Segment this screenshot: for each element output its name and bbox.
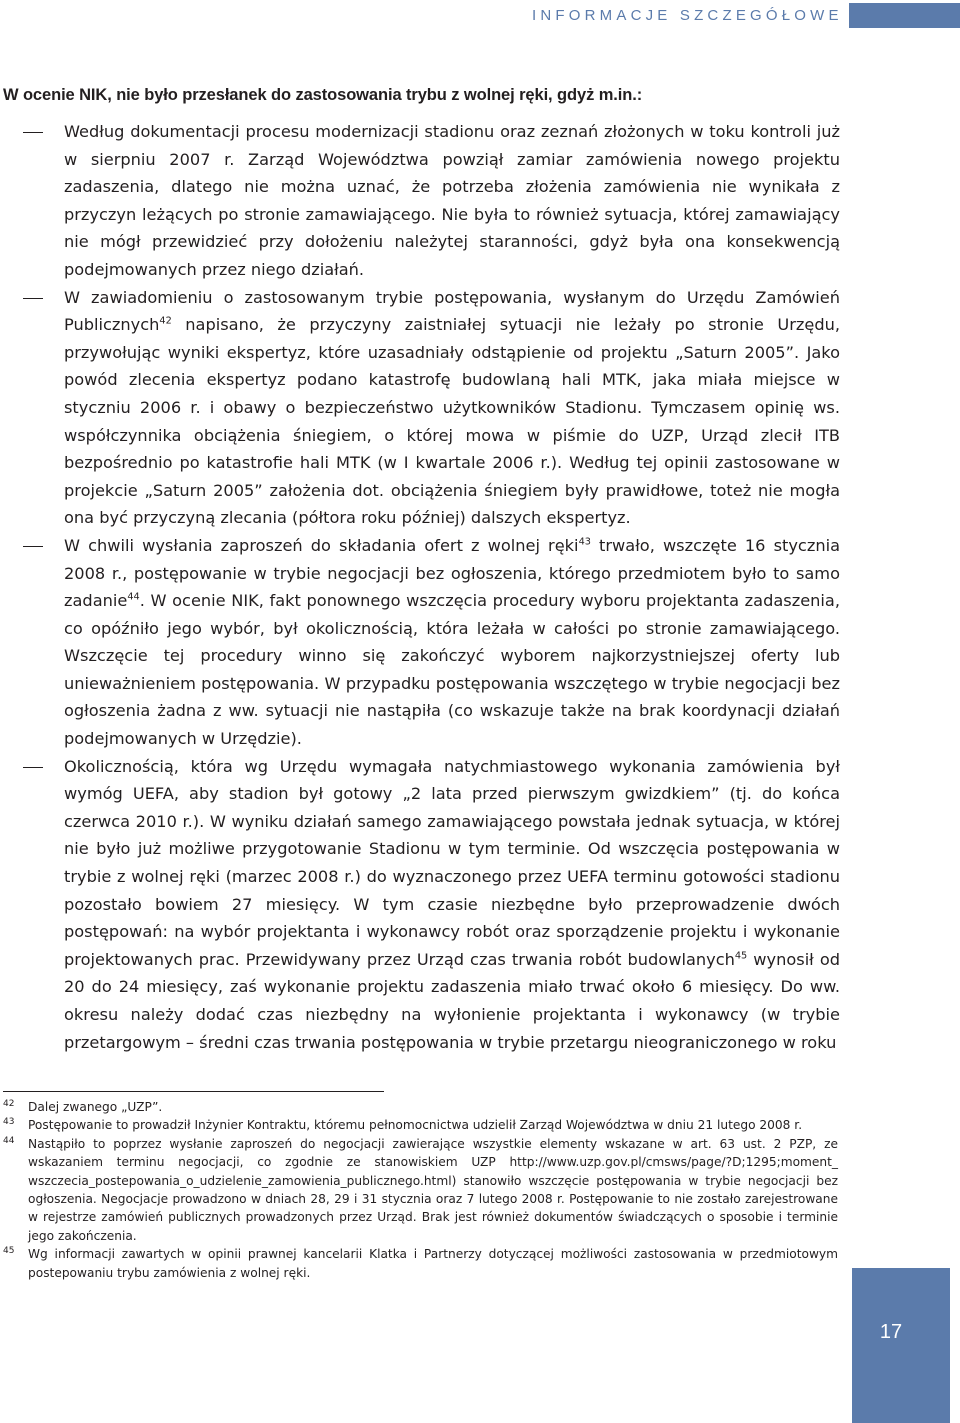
finding-item [0,284,840,532]
findings-list [0,118,840,1056]
finding-text: wynosił od 20 do 24 miesięcy, zaś wykonanie projektu zadaszenia miało trwać około 6 miesięcy. Do ww. okresu należy dodać czas niezbędny na wyłonienie projektanta i wykonawcy (w trybie przetargowym – średni czas trwania postępowania w trybie przetargu nieograniczonego w roku [64,949,841,1052]
footnote-reference: 43 [578,536,591,548]
finding-item [0,118,840,284]
finding-text: Według dokumentacji procesu modernizacji stadionu oraz zeznań złożonych w toku kontroli już w sierpniu 2007 r. Zarząd Województwa powziął zamiar zamówienia nowego projektu zadaszenia, dlatego nie można uznać, że potrzeba złożenia zamówienia nie wynikała z przyczyn leżących po stronie zamawiającego. Nie była to również sytuacja, której zamawiający nie mógł przewidzieć przy dołożeniu należytej staranności, gdyż była ona konsekwencją podejmowanych przez niego działań. [64,122,840,279]
footnote-number: 43 [3,1117,15,1128]
section-header-label: INFORMACJE SZCZEGÓŁOWE [532,7,843,24]
footnote-number: 42 [3,1099,15,1109]
footnote [0,1098,838,1116]
header-color-block [849,3,960,28]
footnote [0,1135,838,1245]
footnote-text: Nastąpiło to poprzez wysłanie zaproszeń do negocjacji zawierające wszystkie elementy wskazane w art. 63 ust. 2 PZP, ze wskazaniem terminu negocjacji, co zgodnie ze stanowiskiem UZP http://www.uzp.gov.pl/cmsws/page/?D;1295;moment_ wszczecia_postepowania_o_udzielenie_zamowienia_publicznego.html) stanowiło wszczęcie postępowania w trybie negocjacji bez ogłoszenia. Negocjacje prowadzono w dniach 28, 29 i 31 stycznia oraz 7 lutego 2008 r. Postępowanie to nie zostało zarejestrowane w rejestrze zamówień publicznych prowadzonych przez Urząd. Brak jest również dokumentów świadczących o sposobie i terminie jego zakończenia. [28,1136,838,1243]
finding-text: . W ocenie NIK, fakt ponownego wszczęcia procedury wyboru projektanta zadaszenia, co opóźniło jego wybór, był okolicznością, która leżała w całości po stronie zamawiającego. Wszczęcie tej procedury winno się zakończyć wyborem najkorzystniejszej oferty lub unieważnieniem postępowania. W przypadku postępowania wszczętego w trybie negocjacji bez ogłoszenia żadna z ww. sytuacji nie nastąpiła (co wskazuje także na brak koordynacji działań podejmowanych w Urzędzie). [64,591,840,749]
page-number-block [852,1268,950,1423]
finding-item [0,753,840,1057]
footnote-text: Wg informacji zawartych w opinii prawnej kancelarii Klatka i Partnerzy dotyczącej możliwości zastosowania w przedmiotowym postepowaniu trybu zamówienia z wolnej ręki. [28,1247,838,1280]
finding-text: trwało, wszczęte 16 stycznia 2008 r., postępowanie w trybie negocjacji bez ogłoszenia, którego przedmiotem było to samo zadanie [64,535,841,611]
finding-text: W zawiadomieniu o zastosowanym trybie postępowania, wysłanym do Urzędu Zamówień Publicznych [64,287,840,335]
footnote-number: 45 [3,1246,15,1257]
finding-text: W chwili wysłania zaproszeń do składania ofert z wolnej ręki [64,535,579,555]
lead-paragraph: W ocenie NIK, nie było przesłanek do zastosowania trybu z wolnej ręki, gdyż m.in.: [3,86,643,104]
footnote-reference: 45 [734,950,748,962]
finding-item [0,532,840,753]
footnote-text: Dalej zwanego „UZP”. [28,1100,163,1114]
finding-text: Okolicznością, która wg Urzędu wymagała natychmiastowego wykonania zamówienia był wymóg UEFA, aby stadion był gotowy „2 lata przed pierwszym gwizdkiem” (tj. do końca czerwca 2010 r.). W wyniku działań samego zamawiającego powstała jednak sytuacja, w której nie było już możliwe przygotowanie Stadionu w tym terminie. Od wszczęcia postępowania w trybie z wolnej ręki (marzec 2008 r.) do wyznaczonego przez UEFA terminu gotowości stadionu pozostało bowiem 27 miesięcy. W tym czasie niezbędne było przeprowadzenie dwóch postępowań: na wybór projektanta i wykonawcy robót oraz sporządzenie projektu i wykonanie projektowanych prac. Przewidywany przez Urząd czas trwania robót budowlanych [64,756,840,969]
footnote-divider [3,1091,384,1092]
footnote-reference: 42 [159,315,172,327]
finding-text: napisano, że przyczyny zaistniałej sytuacji nie leżały po stronie Urzędu, przywołując wyniki ekspertyz, które uzasadniały odstąpienie od projektu „Saturn 2005”. Jako powód zlecenia ekspertyz podano katastrofę budowlaną hali MTK, jaka miała miejsce w styczniu 2006 r. i obawy o bezpieczeństwo użytkowników Stadionu. Tymczasem opinię ws. współczynnika obciążenia śniegiem, o której mowa w piśmie do UZP, Urząd zlecił ITB bezpośrednio po katastrofie hali MTK (w I kwartale 2006 r.). Według tej opinii zastosowane w projekcie „Saturn 2005” założenia dot. obciążenia śniegiem były prawidłowe, toteż nie mogła ona być przyczyną zlecania (półtora roku później) dalszych ekspertyz. [64,315,840,528]
footnotes-list [0,1098,838,1282]
footnote-reference: 44 [127,591,140,603]
page-number: 17 [879,1321,903,1343]
footnote-text: Postępowanie to prowadził Inżynier Kontraktu, któremu pełnomocnictwa udzielił Zarząd Województwa w dniu 21 lutego 2008 r. [28,1118,803,1133]
footnote-number: 44 [3,1135,15,1146]
footnote [0,1116,838,1134]
footnote [0,1245,838,1282]
